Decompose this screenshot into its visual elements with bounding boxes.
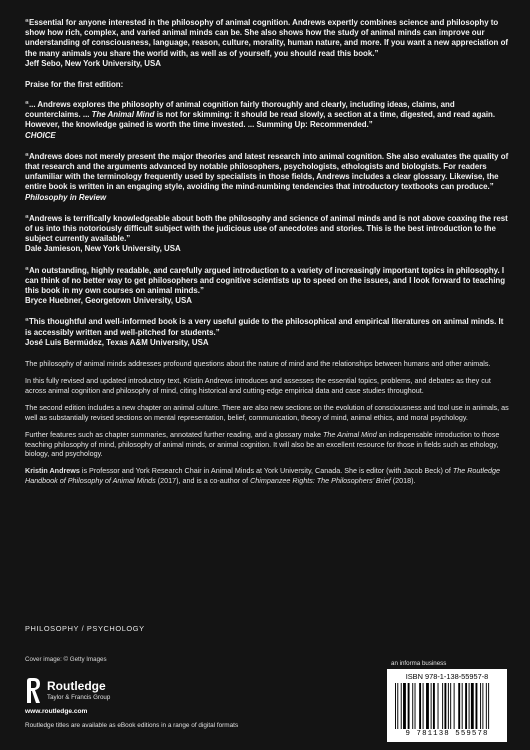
quote-attribution: Philosophy in Review	[25, 192, 107, 202]
quote-attribution: Bryce Huebner, Georgetown University, USA	[25, 296, 192, 306]
blurb-paragraph: Further features such as chapter summaries, annotated further reading, and a glossary make The Animal Mind an indispensable introduction to those teaching philosophy of mind, philosophy of animal minds, or animal cognition. It will also be an excellent resource for those in fields such as ethology, biology, and psychology.	[25, 430, 500, 458]
quote-attribution: CHOICE	[25, 130, 56, 140]
informa-label: an informa business	[391, 660, 447, 667]
back-cover-text	[25, 18, 511, 485]
publisher-logo	[25, 677, 165, 715]
quote-text: “Andrews does not merely present the major theories and latest research into animal cognition. She also evaluates the quality of that research and the arguments advanced by notable philosophers, psychologists, ethologists and biologists. For readers unfamiliar with the terminology frequently used by specialists in those fields, Andrews includes a clear glossary. Likewise, the entire book is written in an engaging style, avoiding the mind-numbing tendencies that introductory textbooks can produce.”	[25, 151, 509, 192]
routledge-logo-icon	[25, 677, 42, 705]
blurb-paragraph: In this fully revised and updated introductory text, Kristin Andrews introduces and assesses the essential topics, problems, and debates as they cut across animal cognition and philosophy of mind, citing historical and cutting-edge empirical data and case studies throughout.	[25, 376, 491, 395]
blurb-paragraph: The philosophy of animal minds addresses profound questions about the nature of mind and the relationships between humans and other animals.	[25, 359, 491, 369]
quote-text: “This thoughtful and well-informed book is a very useful guide to the philosophical and empirical literatures on animal minds. It is accessibly written and well-pitched for students.”	[25, 317, 504, 337]
barcode-number: 9 781138 559578	[405, 730, 489, 738]
quote-text: “Andrews is terrifically knowledgeable about both the philosophy and science of animal minds and is not above coaxing the rest of us into this notoriously difficult subject with the judicious use of anecdotes and stories. This is the best introduction to the subject currently available.”	[25, 213, 508, 244]
publisher-name: Routledge	[47, 679, 106, 693]
barcode-bars	[395, 683, 501, 729]
quote-text: “Essential for anyone interested in the philosophy of animal cognition. Andrews expertly combines science and philosophy to show how rich, complex, and varied animal minds can be. She also shows how the study of animal minds can improve our understanding of consciousness, language, reason, culture, morality, human nature, and more. If you want a new appreciation of the many animals you share the world with, as well as of yourself, you should read this book.”	[25, 18, 509, 58]
blurb-paragraph: The second edition includes a new chapter on animal culture. There are also new sections on the evolution of consciousness and tool use in animals, as well as substantially revised sections on mental representation, belief, communication, theory of mind, animal ethics, and moral psychology.	[25, 403, 509, 422]
quote-huebner	[25, 266, 511, 307]
quote-bermudez	[25, 317, 511, 348]
subject-category: PHILOSOPHY / PSYCHOLOGY	[25, 624, 145, 633]
praise-heading: Praise for the first edition:	[25, 80, 124, 90]
quote-attribution: Jeff Sebo, New York University, USA	[25, 58, 161, 68]
isbn-label: ISBN 978-1-138-55957-8	[405, 672, 489, 681]
quote-choice	[25, 100, 511, 141]
publisher-url: www.routledge.com	[25, 708, 88, 715]
quote-jamieson	[25, 214, 511, 255]
cover-credit: Cover image: © Getty Images	[25, 656, 107, 663]
quote-attribution: Dale Jamieson, New York University, USA	[25, 244, 181, 254]
quote-text: “... Andrews explores the philosophy of animal cognition fairly thoroughly and clearly, including ideas, claims, and counterclaims. ... The Animal Mind is not for skimming: it should be read slowly, a section at a time, digested, and read again. However, the knowledge gained is worth the time invested. ... Summing Up: Recommended.”	[25, 100, 496, 130]
quote-attribution: José Luis Bermúdez, Texas A&M University, USA	[25, 337, 209, 347]
quote-sebo	[25, 18, 511, 69]
barcode	[387, 669, 507, 742]
book-description	[25, 359, 511, 458]
publisher-subtitle: Taylor & Francis Group	[47, 694, 111, 701]
author-bio: Kristin Andrews is Professor and York Research Chair in Animal Minds at York University, Canada. She is editor (with Jacob Beck) of The Routledge Handbook of Philosophy of Animal Minds (2017), and is a co-author of Chimpanzee Rights: The Philosophers’ Brief (2018).	[25, 466, 501, 485]
quote-text: “An outstanding, highly readable, and carefully argued introduction to a variety of increasingly important topics in philosophy. I can think of no better way to get philosophers and cognitive scientists up to speed on the issues, and I look forward to teaching this book in my own courses on animal minds.”	[25, 265, 506, 296]
quote-philosophy-in-review	[25, 152, 511, 203]
ebook-note: Routledge titles are available as eBook editions in a range of digital formats	[25, 722, 239, 729]
